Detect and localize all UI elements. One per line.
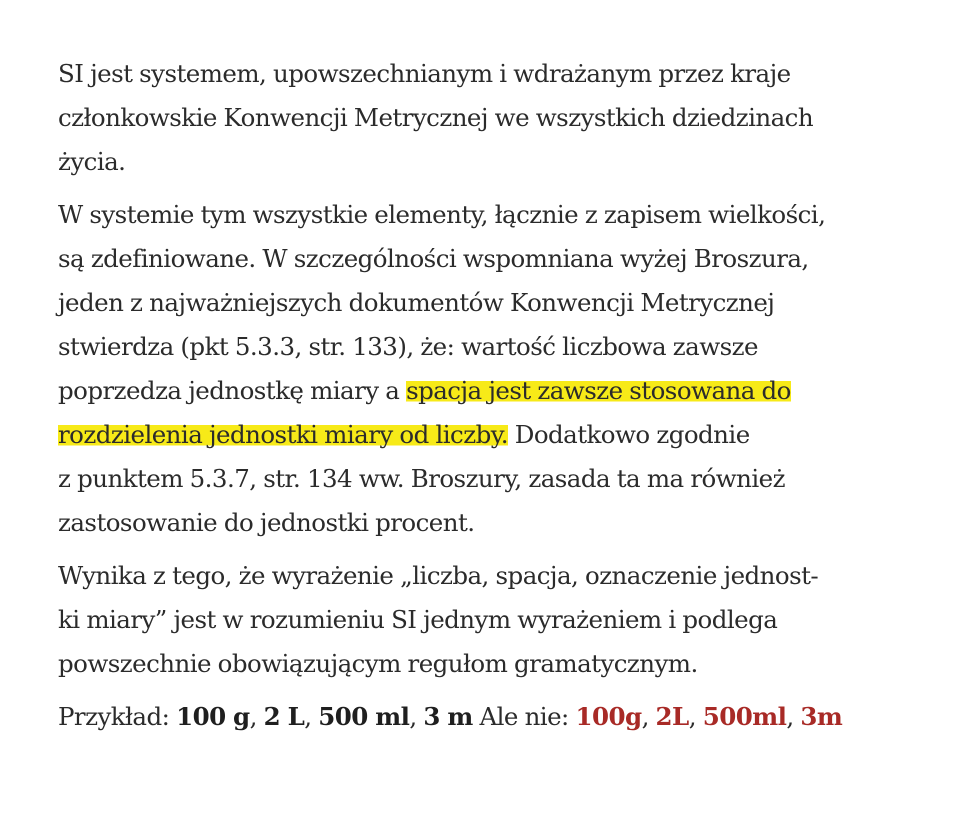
paragraph-line: Wynika z tego, że wyrażenie „liczba, spacja, oznaczenie jednost- bbox=[58, 561, 819, 590]
correct-example: 2 L bbox=[263, 702, 305, 731]
paragraph-line: zastosowanie do jednostki procent. bbox=[58, 508, 475, 537]
paragraph-gap bbox=[58, 545, 938, 554]
paragraph-gap bbox=[58, 686, 938, 695]
paragraph-line: SI jest systemem, upowszechnianym i wdrażanym przez kraje bbox=[58, 59, 791, 88]
highlighted-text: rozdzielenia jednostki miary od liczby. bbox=[58, 420, 508, 449]
plain-text: Dodatkowo zgodnie bbox=[507, 420, 750, 449]
paragraph-line: są zdefiniowane. W szczególności wspomniana wyżej Broszura, bbox=[58, 244, 809, 273]
incorrect-example: 3m bbox=[800, 702, 843, 731]
separator: , bbox=[688, 702, 703, 731]
paragraph-2 bbox=[58, 193, 938, 545]
paragraph-3 bbox=[58, 554, 938, 686]
correct-example: 3 m bbox=[423, 702, 473, 731]
example-middle: Ale nie: bbox=[472, 702, 576, 731]
paragraph-line: członkowskie Konwencji Metrycznej we wszystkich dziedzinach bbox=[58, 103, 814, 132]
highlighted-text: spacja jest zawsze stosowana do bbox=[406, 376, 791, 405]
paragraph-line: jeden z najważniejszych dokumentów Konwencji Metrycznej bbox=[58, 288, 775, 317]
paragraph-line bbox=[58, 695, 938, 739]
paragraph-line: z punktem 5.3.7, str. 134 ww. Broszury, zasada ta ma również bbox=[58, 464, 785, 493]
plain-text: poprzedza jednostkę miary a bbox=[58, 376, 407, 405]
document-body bbox=[58, 52, 938, 739]
paragraph-line: życia. bbox=[58, 147, 126, 176]
paragraph-line bbox=[58, 369, 938, 413]
incorrect-example: 2L bbox=[655, 702, 689, 731]
correct-example: 500 ml bbox=[318, 702, 410, 731]
incorrect-example: 500ml bbox=[702, 702, 787, 731]
separator: , bbox=[786, 702, 801, 731]
separator: , bbox=[409, 702, 424, 731]
separator: , bbox=[249, 702, 264, 731]
paragraph-1 bbox=[58, 52, 938, 184]
separator: , bbox=[304, 702, 319, 731]
example-prefix: Przykład: bbox=[58, 702, 177, 731]
paragraph-line: stwierdza (pkt 5.3.3, str. 133), że: wartość liczbowa zawsze bbox=[58, 332, 758, 361]
paragraph-line: powszechnie obowiązującym regułom gramatycznym. bbox=[58, 649, 698, 678]
paragraph-line: ki miary” jest w rozumieniu SI jednym wyrażeniem i podlega bbox=[58, 605, 778, 634]
example-line bbox=[58, 695, 938, 739]
paragraph-gap bbox=[58, 184, 938, 193]
separator: , bbox=[641, 702, 656, 731]
paragraph-line bbox=[58, 413, 938, 457]
paragraph-line: W systemie tym wszystkie elementy, łącznie z zapisem wielkości, bbox=[58, 200, 826, 229]
correct-example: 100 g bbox=[176, 702, 250, 731]
incorrect-example: 100g bbox=[575, 702, 642, 731]
